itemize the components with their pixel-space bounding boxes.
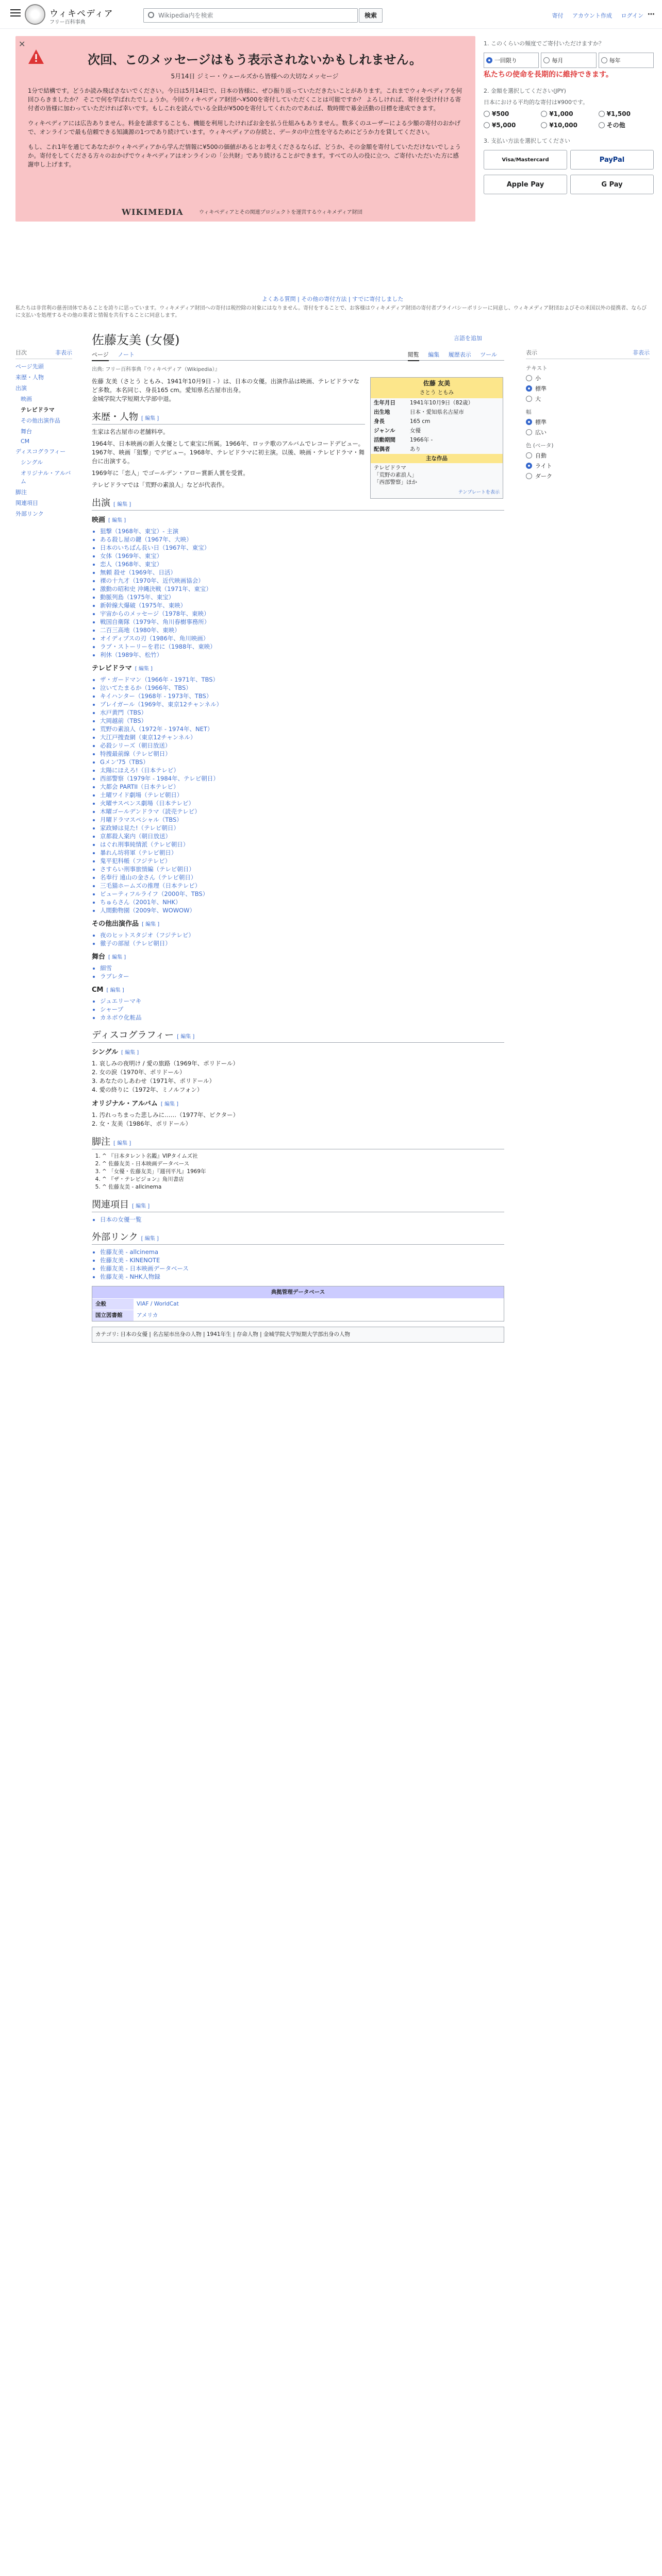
- list-item[interactable]: • 特捜最前線（テレビ朝日）: [100, 750, 504, 758]
- infobox-key: 生年月日: [374, 400, 395, 406]
- banner-fine-print: [15, 296, 650, 319]
- edit-section-link[interactable]: [ 編集 ]: [177, 1034, 195, 1040]
- list-item[interactable]: • ザ・ガードマン（1966年 - 1971年、TBS）: [100, 675, 504, 684]
- banner-title: 次回、このメッセージはもう表示されないかもしれません。: [88, 53, 422, 67]
- list-item[interactable]: • はぐれ刑事純情派（テレビ朝日）: [100, 840, 504, 849]
- search-icon: [148, 12, 154, 18]
- list-item[interactable]: • 宇宙からのメッセージ（1978年、東映）: [100, 609, 504, 618]
- infobox-value: 165 cm: [410, 418, 431, 425]
- heading-text: シングル: [92, 1048, 119, 1056]
- amount-label: ¥1,000: [549, 110, 573, 117]
- option-label: 毎年: [609, 57, 621, 64]
- wikimedia-logo: WIKIMEDIA: [122, 207, 184, 217]
- subsection-heading: [92, 664, 504, 673]
- site-wordmark[interactable]: ウィキペディア: [49, 9, 113, 19]
- edit-section-link[interactable]: [ 編集 ]: [132, 1204, 150, 1209]
- option-label: ライト: [535, 463, 552, 469]
- frequency-monthly-option[interactable]: [541, 53, 596, 68]
- tab-history[interactable]: 履歴表示: [448, 351, 471, 358]
- wikimedia-subtitle: ウィキペディアとその関連プロジェクトを運営するウィキメディア財団: [199, 210, 362, 215]
- amount-option[interactable]: [599, 110, 654, 117]
- section-heading: [92, 1031, 504, 1043]
- list-item[interactable]: • 人間動物園（2009年、WOWOW）: [100, 906, 504, 914]
- toc-item[interactable]: CM: [21, 438, 30, 445]
- toc-item[interactable]: オリジナル・アルバム: [21, 470, 71, 485]
- infobox-key: 配偶者: [374, 446, 390, 452]
- section-heading: [92, 413, 365, 425]
- list-item[interactable]: • 新幹線大爆破（1975年、東映）: [100, 601, 504, 609]
- infobox-value: 日本・愛知県名古屋市: [410, 409, 464, 415]
- list-item[interactable]: • 佐藤友美 - 日本映画データベース: [100, 1264, 504, 1273]
- radio-icon: [526, 452, 532, 459]
- list-item[interactable]: • ラブレター: [100, 972, 504, 980]
- option-label: 標準: [535, 419, 547, 426]
- infobox-value: 1966年 -: [410, 437, 433, 443]
- list-item[interactable]: • 鬼平犯科帳（フジテレビ）: [100, 857, 504, 865]
- list-item[interactable]: • シャープ: [100, 1005, 504, 1013]
- donation-banner: [15, 36, 475, 222]
- list-item[interactable]: • 大岡越前（TBS）: [100, 717, 504, 725]
- option-label: 自動: [535, 452, 547, 459]
- width-standard[interactable]: [526, 418, 650, 426]
- list-item[interactable]: • 大江戸捜査網（東京12チャンネル）: [100, 733, 504, 741]
- color-auto[interactable]: [526, 451, 650, 460]
- radio-icon: [484, 122, 490, 128]
- list-item[interactable]: • 大都会 PARTII（日本テレビ）: [100, 783, 504, 791]
- navbox-title: 典拠管理データベース: [92, 1286, 504, 1298]
- reference-item[interactable]: 4. ^ 『ザ・テレビジョン』角川書店: [102, 1176, 504, 1183]
- list-item[interactable]: • 無頼 殺せ（1969年、日活）: [100, 568, 504, 577]
- infobox-value: 女優: [410, 428, 421, 434]
- payment-question: 3. 支払い方法を選択してください: [484, 138, 570, 144]
- text-size-large[interactable]: [526, 395, 650, 403]
- option-label: 大: [535, 396, 541, 402]
- list-item[interactable]: • ある殺し屋の鍵（1967年、大映）: [100, 535, 504, 544]
- page-tabs: [92, 348, 504, 361]
- navbox-key: 国立図書館: [92, 1310, 134, 1321]
- tab-edit[interactable]: 編集: [428, 351, 440, 358]
- list-item[interactable]: • 夜のヒットスタジオ（フジテレビ）: [100, 931, 504, 939]
- section-heading: [92, 1200, 504, 1212]
- infobox-name: 佐藤 友美: [371, 378, 503, 389]
- list-item[interactable]: • 日本の女優一覧: [100, 1215, 504, 1224]
- bio-paragraph: 1969年に「恋人」でゴールデン・アロー賞新人賞を受賞。: [92, 469, 249, 477]
- radio-icon: [526, 429, 532, 435]
- color-label: 色 (ベータ): [526, 443, 554, 449]
- radio-icon: [526, 419, 532, 425]
- infobox-value: あり: [410, 446, 421, 452]
- navbox-row: [92, 1298, 504, 1310]
- reference-item[interactable]: 5. ^ 佐藤友美 - allcinema: [102, 1183, 504, 1191]
- subsection-heading: [92, 953, 504, 962]
- banner-paragraph: もし、これ1年を通じてあなたがウィキペディアから学んだ情報に¥500の価値があるとお考えくださるならば、どうか、その金額を寄付していただけないでしょうか。寄付をしてくださる方々のおかげでウィキペディアはオンラインの「公共財」であり続けることができます。すべての人の役に立つ、ご寄付いただいた方に感謝申し上げます。: [28, 143, 461, 168]
- lead-paragraph: 金城学院大学短期大学部中退。: [92, 395, 175, 402]
- navbox-value[interactable]: アメリカ: [137, 1312, 158, 1318]
- frequency-once-option[interactable]: [484, 53, 539, 68]
- radio-icon: [599, 111, 605, 117]
- reference-item[interactable]: 3. ^ 「女優・佐藤友美」『週刊平凡』1969年: [102, 1168, 504, 1176]
- list-item[interactable]: • ジュエリーマキ: [100, 997, 504, 1005]
- edit-section-link[interactable]: [ 編集 ]: [141, 416, 159, 421]
- heading-text: CM: [92, 986, 104, 994]
- list-item[interactable]: • 火曜サスペンス劇場（日本テレビ）: [100, 799, 504, 807]
- toc-item[interactable]: 出演: [15, 385, 27, 392]
- more-options-icon[interactable]: ⋯: [648, 10, 655, 19]
- option-label: 小: [535, 375, 541, 382]
- tab-talk[interactable]: ノート: [118, 351, 135, 358]
- donation-form: [484, 36, 654, 291]
- radio-icon: [526, 396, 532, 402]
- list-item[interactable]: • 泣いてたまるか（1966年、TBS）: [100, 684, 504, 692]
- heading-text: 来歴・人物: [92, 412, 138, 422]
- donate-prompt: 私たちの使命を長期的に維持できます。: [484, 71, 613, 79]
- frequency-question: 1. このくらいの頻度でご寄付いただけますか？: [484, 40, 604, 47]
- radio-icon: [484, 111, 490, 117]
- radio-icon: [541, 122, 547, 128]
- google-pay-button[interactable]: G Pay: [570, 175, 654, 194]
- infobox-row: [371, 408, 503, 417]
- edit-section-link[interactable]: [ 編集 ]: [141, 1236, 159, 1242]
- edit-section-link[interactable]: [ 編集 ]: [108, 955, 126, 960]
- heading-text: 舞台: [92, 953, 106, 961]
- toc-item[interactable]: シングル: [21, 459, 43, 466]
- list-item[interactable]: • 細雪: [100, 964, 504, 972]
- main-menu-button[interactable]: [10, 9, 21, 18]
- frequency-yearly-option[interactable]: [599, 53, 654, 68]
- toc-item[interactable]: 関連項目: [15, 500, 38, 506]
- appearance-hide-button[interactable]: 非表示: [633, 349, 650, 356]
- infobox-row: [371, 426, 503, 435]
- wikipedia-logo-icon[interactable]: [25, 4, 45, 25]
- list-item[interactable]: • 利休（1989年、松竹）: [100, 651, 504, 659]
- table-of-contents: [15, 348, 72, 520]
- radio-icon: [541, 111, 547, 117]
- banner-paragraph: ウィキペディアには広告ありません。料金を請求することも、機能を利用したければお金を払う仕組みもありません。数多くのユーザーによる少額の寄付のおかげで、オンラインで最も信頼できる知識源の1つであり続けています。ウィキペディアの存続と、データの中立性を守るためにどうか力を貸してください。: [28, 120, 461, 135]
- toc-item[interactable]: ページ先頭: [15, 363, 44, 370]
- amount-option-other[interactable]: [599, 121, 654, 129]
- donate-link[interactable]: 寄付: [552, 12, 564, 19]
- tab-read[interactable]: 閲覧: [408, 351, 419, 361]
- list-item[interactable]: • さすらい刑事旅情編（テレビ朝日）: [100, 865, 504, 873]
- edit-section-link[interactable]: [ 編集 ]: [160, 1101, 179, 1107]
- infobox: [370, 377, 503, 499]
- navbox-key: 全般: [92, 1299, 134, 1310]
- search-placeholder: Wikipedia内を検索: [158, 12, 213, 19]
- heading-text: テレビドラマ: [92, 665, 132, 672]
- discography-item[interactable]: 1. 哀しみの夜明け / 愛の旅路（1969年、ポリドール）: [92, 1060, 239, 1067]
- radio-icon: [526, 375, 532, 381]
- site-header: [0, 0, 662, 29]
- edit-section-link[interactable]: [ 編集 ]: [113, 502, 131, 507]
- heading-text: 映画: [92, 516, 106, 524]
- list-item[interactable]: • 西部警察（1979年 - 1984年、テレビ朝日）: [100, 774, 504, 783]
- banner-subtitle: 5月14日 ジミー・ウェールズから皆様への大切なメッセージ: [171, 73, 339, 80]
- toc-item[interactable]: 来歴・人物: [15, 374, 44, 381]
- list-item[interactable]: • 太陽にほえろ!（日本テレビ）: [100, 766, 504, 774]
- list-item[interactable]: • ビューティフルライフ（2000年、TBS）: [100, 890, 504, 898]
- list-item[interactable]: • 水戸黄門（TBS）: [100, 708, 504, 717]
- amount-hint: 日本における平均的な寄付は¥900です。: [484, 99, 589, 106]
- banner-paragraph: 1分で結構です。どうか読み飛ばさないでください。今日は5月14日で、日本の皆様に、ぜひ振り返っていただきたいことがあります。これまでウィキペディアを何回ひらきましたか？ そこで何を学ばれたでしょうか。今回ウィキペディア財団へ¥500を寄付していただくことは可能ですか？ よろしければ、寄付を受け付ける寄付者の皆様に加わっていただければ幸いです。もしこれを読んでいる全員が¥500を寄付してくれたのであれば、数時間で募金活動の目標を達成できます。: [28, 87, 462, 112]
- create-account-link[interactable]: アカウント作成: [572, 12, 613, 19]
- list-item[interactable]: • プレイガール（1969年、東京12チャンネル）: [100, 700, 504, 708]
- infobox-value: 1941年10月9日（82歳）: [410, 400, 474, 406]
- edit-section-link[interactable]: [ 編集 ]: [106, 988, 124, 993]
- list-item[interactable]: • 佐藤友美 - KINENOTE: [100, 1256, 504, 1264]
- list-item[interactable]: • 荒野の素浪人（1972年 - 1974年、NET）: [100, 725, 504, 733]
- discography-item[interactable]: 1. 汚れっちまった悲しみに……（1977年、ビクター）: [92, 1111, 239, 1118]
- bio-paragraph: 生家は名古屋市の老舗料亭。: [92, 428, 169, 435]
- toc-item[interactable]: ディスコグラフィー: [15, 448, 66, 455]
- list-item[interactable]: • オイディプスの刃（1986年、角川映画）: [100, 634, 504, 642]
- list-item[interactable]: • 激動の昭和史 沖縄決戦（1971年、東宝）: [100, 585, 504, 593]
- edit-section-link[interactable]: [ 編集 ]: [135, 666, 153, 672]
- width-label: 幅: [526, 409, 532, 415]
- amount-label: ¥500: [492, 110, 509, 117]
- infobox-key: ジャンル: [374, 428, 395, 434]
- list-item[interactable]: • ラブ・ストーリーを君に（1988年、東映）: [100, 642, 504, 651]
- article-body: [92, 377, 504, 1343]
- section-heading: [92, 499, 504, 511]
- subsection-heading: [92, 986, 504, 995]
- width-wide[interactable]: [526, 428, 650, 436]
- banner-footer: [122, 207, 369, 215]
- radio-icon: [526, 385, 532, 392]
- user-links: [545, 11, 643, 20]
- option-label: 広い: [535, 429, 547, 436]
- color-light[interactable]: [526, 462, 650, 470]
- bio-paragraph: テレビドラマでは「荒野の素浪人」などが代表作。: [92, 481, 228, 488]
- list-item[interactable]: • 佐藤友美 - allcinema: [100, 1248, 504, 1256]
- list-item[interactable]: • 裸の十九才（1970年、近代映画協会）: [100, 577, 504, 585]
- discography-item[interactable]: 2. 女・友美（1986年、ポリドール）: [92, 1120, 192, 1127]
- list-item[interactable]: • 恋人（1968年、東宝）: [100, 560, 504, 568]
- heading-text: オリジナル・アルバム: [92, 1100, 158, 1108]
- list-item[interactable]: • 徹子の部屋（テレビ朝日）: [100, 939, 504, 947]
- banner-disclaimer: 私たちは非営利の慈善団体であることを誇りに思っています。ウィキメディア財団への寄付は税控除の対象にはなりません。寄付をすることで、お客様はウィキメディア財団の寄付者プライバシーポリシーに同意し、ウィキメディア財団およびその米国以外の提携者、ならびに支払いを処理するその他の業者と情報を共有することに同意します。: [15, 306, 647, 318]
- list-item[interactable]: • 日本のいちばん長い日（1967年、東宝）: [100, 544, 504, 552]
- radio-icon: [526, 463, 532, 469]
- radio-icon: [601, 57, 607, 63]
- list-item[interactable]: • 三毛猫ホームズの推理（日本テレビ）: [100, 882, 504, 890]
- infobox-key: 活動期間: [374, 437, 395, 443]
- infobox-kana: さとう ともみ: [371, 389, 503, 398]
- radio-icon: [599, 122, 605, 128]
- infobox-row: [371, 445, 503, 454]
- amount-option[interactable]: [484, 110, 539, 117]
- list-item[interactable]: • 名奉行 遠山の金さん（テレビ朝日）: [100, 873, 504, 882]
- amount-question: 2. 金額を選択してください(JPY): [484, 88, 566, 94]
- appearance-heading: 表示: [526, 349, 537, 356]
- bio-paragraph: 1964年、日本映画の新人女優として東宝に所属。1966年、ロッテ歌のアルバムでレコードデビュー。1967年、映画「狙撃」でデビュー。1968年、テレビドラマに初主演。以後、映画・テレビドラマ・舞台に出演する。: [92, 440, 365, 465]
- language-button[interactable]: 言語を追加: [454, 335, 482, 342]
- list-item[interactable]: • 京都殺人案内（朝日放送）: [100, 832, 504, 840]
- heading-text: ディスコグラフィー: [92, 1030, 174, 1041]
- tab-page[interactable]: ページ: [92, 351, 109, 361]
- amount-option[interactable]: [484, 121, 539, 129]
- close-banner-icon[interactable]: ✕: [19, 39, 26, 49]
- edit-section-link[interactable]: [ 編集 ]: [108, 518, 126, 523]
- heading-text: 外部リンク: [92, 1232, 138, 1243]
- option-label: 一回限り: [494, 57, 517, 64]
- reference-item[interactable]: 2. ^ 佐藤友美 - 日本映画データベース: [102, 1160, 504, 1168]
- text-size-standard[interactable]: [526, 384, 650, 393]
- list-item[interactable]: • 木曜ゴールデンドラマ（読売テレビ）: [100, 807, 504, 816]
- amount-label: その他: [606, 122, 625, 129]
- list-item[interactable]: • 月曜ドラマスペシャル（TBS）: [100, 816, 504, 824]
- amount-option[interactable]: [541, 110, 596, 117]
- reference-item[interactable]: 1. ^ 『日本タレント名鑑』VIPタイムズ社: [102, 1153, 504, 1160]
- heading-text: その他出演作品: [92, 920, 139, 928]
- list-item[interactable]: • カネボウ化粧品: [100, 1013, 504, 1022]
- toc-item[interactable]: 舞台: [21, 428, 32, 435]
- section-heading: [92, 1138, 504, 1149]
- list-item[interactable]: • 戦国自衛隊（1979年、角川春樹事務所）: [100, 618, 504, 626]
- edit-section-link[interactable]: [ 編集 ]: [142, 922, 160, 927]
- list-item[interactable]: • 狙撃（1968年、東宝）- 主演: [100, 527, 504, 535]
- section-heading: [92, 1233, 504, 1245]
- apple-pay-button[interactable]: Apple Pay: [484, 175, 567, 194]
- toc-heading: 目次: [15, 349, 27, 356]
- amount-label: ¥10,000: [549, 121, 577, 129]
- navbox-value[interactable]: VIAF / WorldCat: [137, 1301, 179, 1307]
- color-dark[interactable]: [526, 472, 650, 480]
- search-input[interactable]: [143, 8, 358, 23]
- heading-text: 脚注: [92, 1137, 110, 1147]
- banner-links[interactable]: よくある質問 | その他の寄付方法 | すでに寄付しました: [261, 296, 404, 302]
- category-links[interactable]: カテゴリ: 日本の女優 | 名古屋市出身の人物 | 1941年生 | 存命人物 | 金城学院大学短期大学部出身の人物: [92, 1327, 504, 1343]
- infobox-key: 身長: [374, 418, 385, 425]
- paypal-button[interactable]: PayPal: [570, 150, 654, 170]
- subsection-heading: [92, 1048, 504, 1057]
- discography-item[interactable]: 2. 女の涙（1970年、ポリドール）: [92, 1069, 186, 1076]
- card-payment-button[interactable]: Visa/Mastercard: [484, 150, 567, 170]
- page-title: 佐藤友美 (女優): [92, 333, 180, 347]
- infobox-row: [371, 398, 503, 408]
- list-item[interactable]: • Gメン'75（TBS）: [100, 758, 504, 766]
- text-size-small[interactable]: [526, 374, 650, 382]
- navbox-row: [92, 1310, 504, 1321]
- list-item[interactable]: • 佐藤友美 - NHK人物録: [100, 1273, 504, 1281]
- infobox-row: [371, 417, 503, 426]
- toc-item[interactable]: その他出演作品: [21, 417, 60, 424]
- list-item[interactable]: • 家政婦は見た!（テレビ朝日）: [100, 824, 504, 832]
- lead-paragraph: 佐藤 友美（さとう ともみ、1941年10月9日 - ）は、日本の女優。出演作品は映画、テレビドラマなど多数。本名同じ、身長165 cm。愛知県名古屋市出身。: [92, 378, 359, 394]
- list-item[interactable]: • 暴れん坊将軍（テレビ朝日）: [100, 849, 504, 857]
- search-button[interactable]: 検索: [359, 8, 383, 23]
- infobox-row: [371, 435, 503, 445]
- list-item[interactable]: • 土曜ワイド劇場（テレビ朝日）: [100, 791, 504, 799]
- list-item[interactable]: • 二百三高地（1980年、東映）: [100, 626, 504, 634]
- list-item[interactable]: • 必殺シリーズ（朝日放送）: [100, 741, 504, 750]
- toc-item[interactable]: 脚注: [15, 489, 27, 496]
- subsection-heading: [92, 516, 504, 525]
- heading-text: 関連項目: [92, 1199, 129, 1210]
- appearance-panel: [526, 348, 650, 482]
- list-item[interactable]: • キイハンター（1968年 - 1973年、TBS）: [100, 692, 504, 700]
- login-link[interactable]: ログイン: [621, 12, 643, 19]
- radio-icon: [543, 57, 550, 63]
- template-link[interactable]: テンプレートを表示: [458, 490, 500, 495]
- source-line: 出典: フリー百科事典『ウィキペディア（Wikipedia）』: [92, 367, 220, 372]
- amount-label: ¥5,000: [492, 121, 516, 129]
- discography-item[interactable]: 3. あなたのしあわせ（1971年、ポリドール）: [92, 1077, 216, 1084]
- edit-section-link[interactable]: [ 編集 ]: [121, 1050, 139, 1056]
- toc-hide-button[interactable]: 非表示: [55, 349, 72, 356]
- warning-icon: [28, 48, 44, 65]
- amount-option[interactable]: [541, 121, 596, 129]
- infobox-section: 主な作品: [371, 454, 503, 463]
- infobox-works: テレビドラマ 「荒野の素浪人」 「西部警察」ほか: [374, 465, 417, 485]
- authority-control-box: [92, 1286, 504, 1321]
- option-label: 標準: [535, 385, 547, 392]
- option-label: 毎月: [552, 57, 564, 64]
- toc-item[interactable]: 映画: [21, 396, 32, 402]
- toc-item[interactable]: 外部リンク: [15, 511, 44, 517]
- discography-item[interactable]: 4. 愛の終りに（1972年、ミノルフォン）: [92, 1086, 203, 1093]
- radio-icon: [486, 57, 492, 63]
- list-item[interactable]: • 女体（1969年、東宝）: [100, 552, 504, 560]
- amount-label: ¥1,500: [606, 110, 631, 117]
- list-item[interactable]: • 動脈列島（1975年、東宝）: [100, 593, 504, 601]
- heading-text: 出演: [92, 498, 110, 509]
- subsection-heading: [92, 1099, 504, 1109]
- text-size-label: テキスト: [526, 365, 548, 371]
- toc-item[interactable]: テレビドラマ: [21, 406, 55, 413]
- infobox-key: 出生地: [374, 409, 390, 415]
- subsection-heading: [92, 920, 504, 929]
- list-item[interactable]: • ちゅらさん（2001年、NHK）: [100, 898, 504, 906]
- option-label: ダーク: [535, 473, 552, 480]
- tab-tools[interactable]: ツール: [480, 351, 497, 358]
- site-tagline: フリー百科事典: [49, 20, 86, 25]
- edit-section-link[interactable]: [ 編集 ]: [113, 1141, 131, 1146]
- radio-icon: [526, 473, 532, 479]
